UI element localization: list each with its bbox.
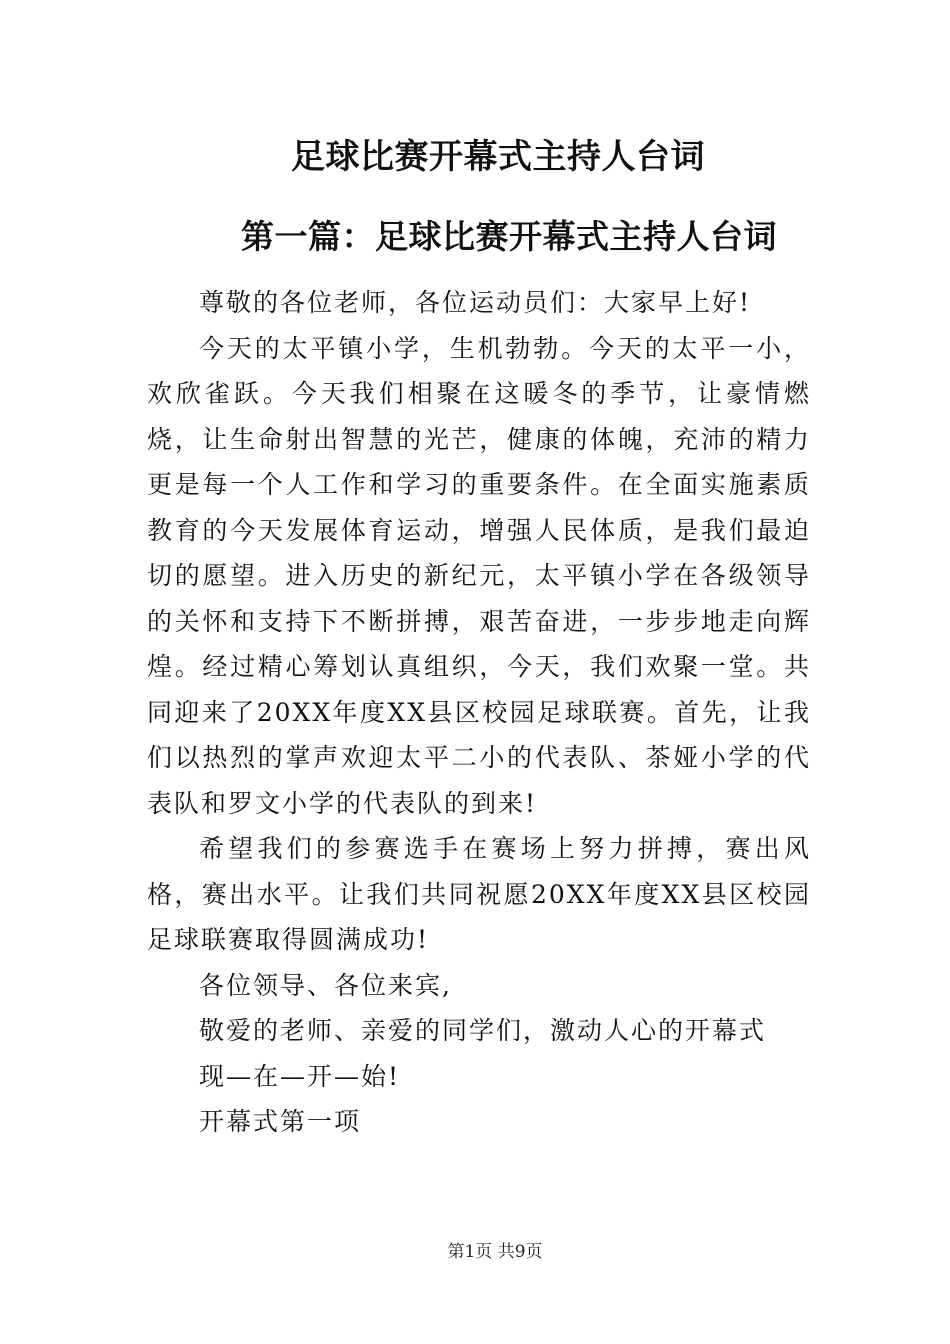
address-line-leaders: 各位领导、各位来宾,: [199, 970, 452, 1000]
document-title: 足球比赛开幕式主持人台词: [291, 137, 705, 177]
agenda-item-line: 开幕式第一项: [199, 1107, 362, 1136]
greeting-paragraph: 尊敬的各位老师，各位运动员们：大家早上好!: [199, 288, 752, 317]
page-footer: 第1页 共9页: [447, 1242, 543, 1262]
address-line-teachers: 敬爱的老师、亲爱的同学们，激动人心的开幕式: [199, 1016, 767, 1045]
wishes-paragraph: 希望我们的参赛选手在赛场上努力拼搏，赛出风格，赛出水平。让我们共同祝愿20XX年度XX县区校园足球联赛取得圆满成功!: [147, 834, 811, 954]
opening-paragraph: 今天的太平镇小学，生机勃勃。今天的太平一小，欢欣雀跃。今天我们相聚在这暖冬的季节，让豪情燃烧，让生命射出智慧的光芒，健康的体魄，充沛的精力更是每一个人工作和学习的重要条件。在全面实施素质教育的今天发展体育运动，增强人民体质，是我们最迫切的愿望。进入历史的新纪元，太平镇小学在各级领导的关怀和支持下不断拼搏，艰苦奋进，一步步地走向辉煌。经过精心筹划认真组织，今天，我们欢聚一堂。共同迎来了20XX年度XX县区校园足球联赛。首先，让我们以热烈的掌声欢迎太平二小的代表队、茶娅小学的代表队和罗文小学的代表队的到来!: [147, 333, 811, 818]
document-body: [147, 280, 811, 1145]
section-title: 第一篇：足球比赛开幕式主持人台词: [241, 217, 777, 256]
announcement-line: 现—在—开—始!: [199, 1061, 401, 1091]
